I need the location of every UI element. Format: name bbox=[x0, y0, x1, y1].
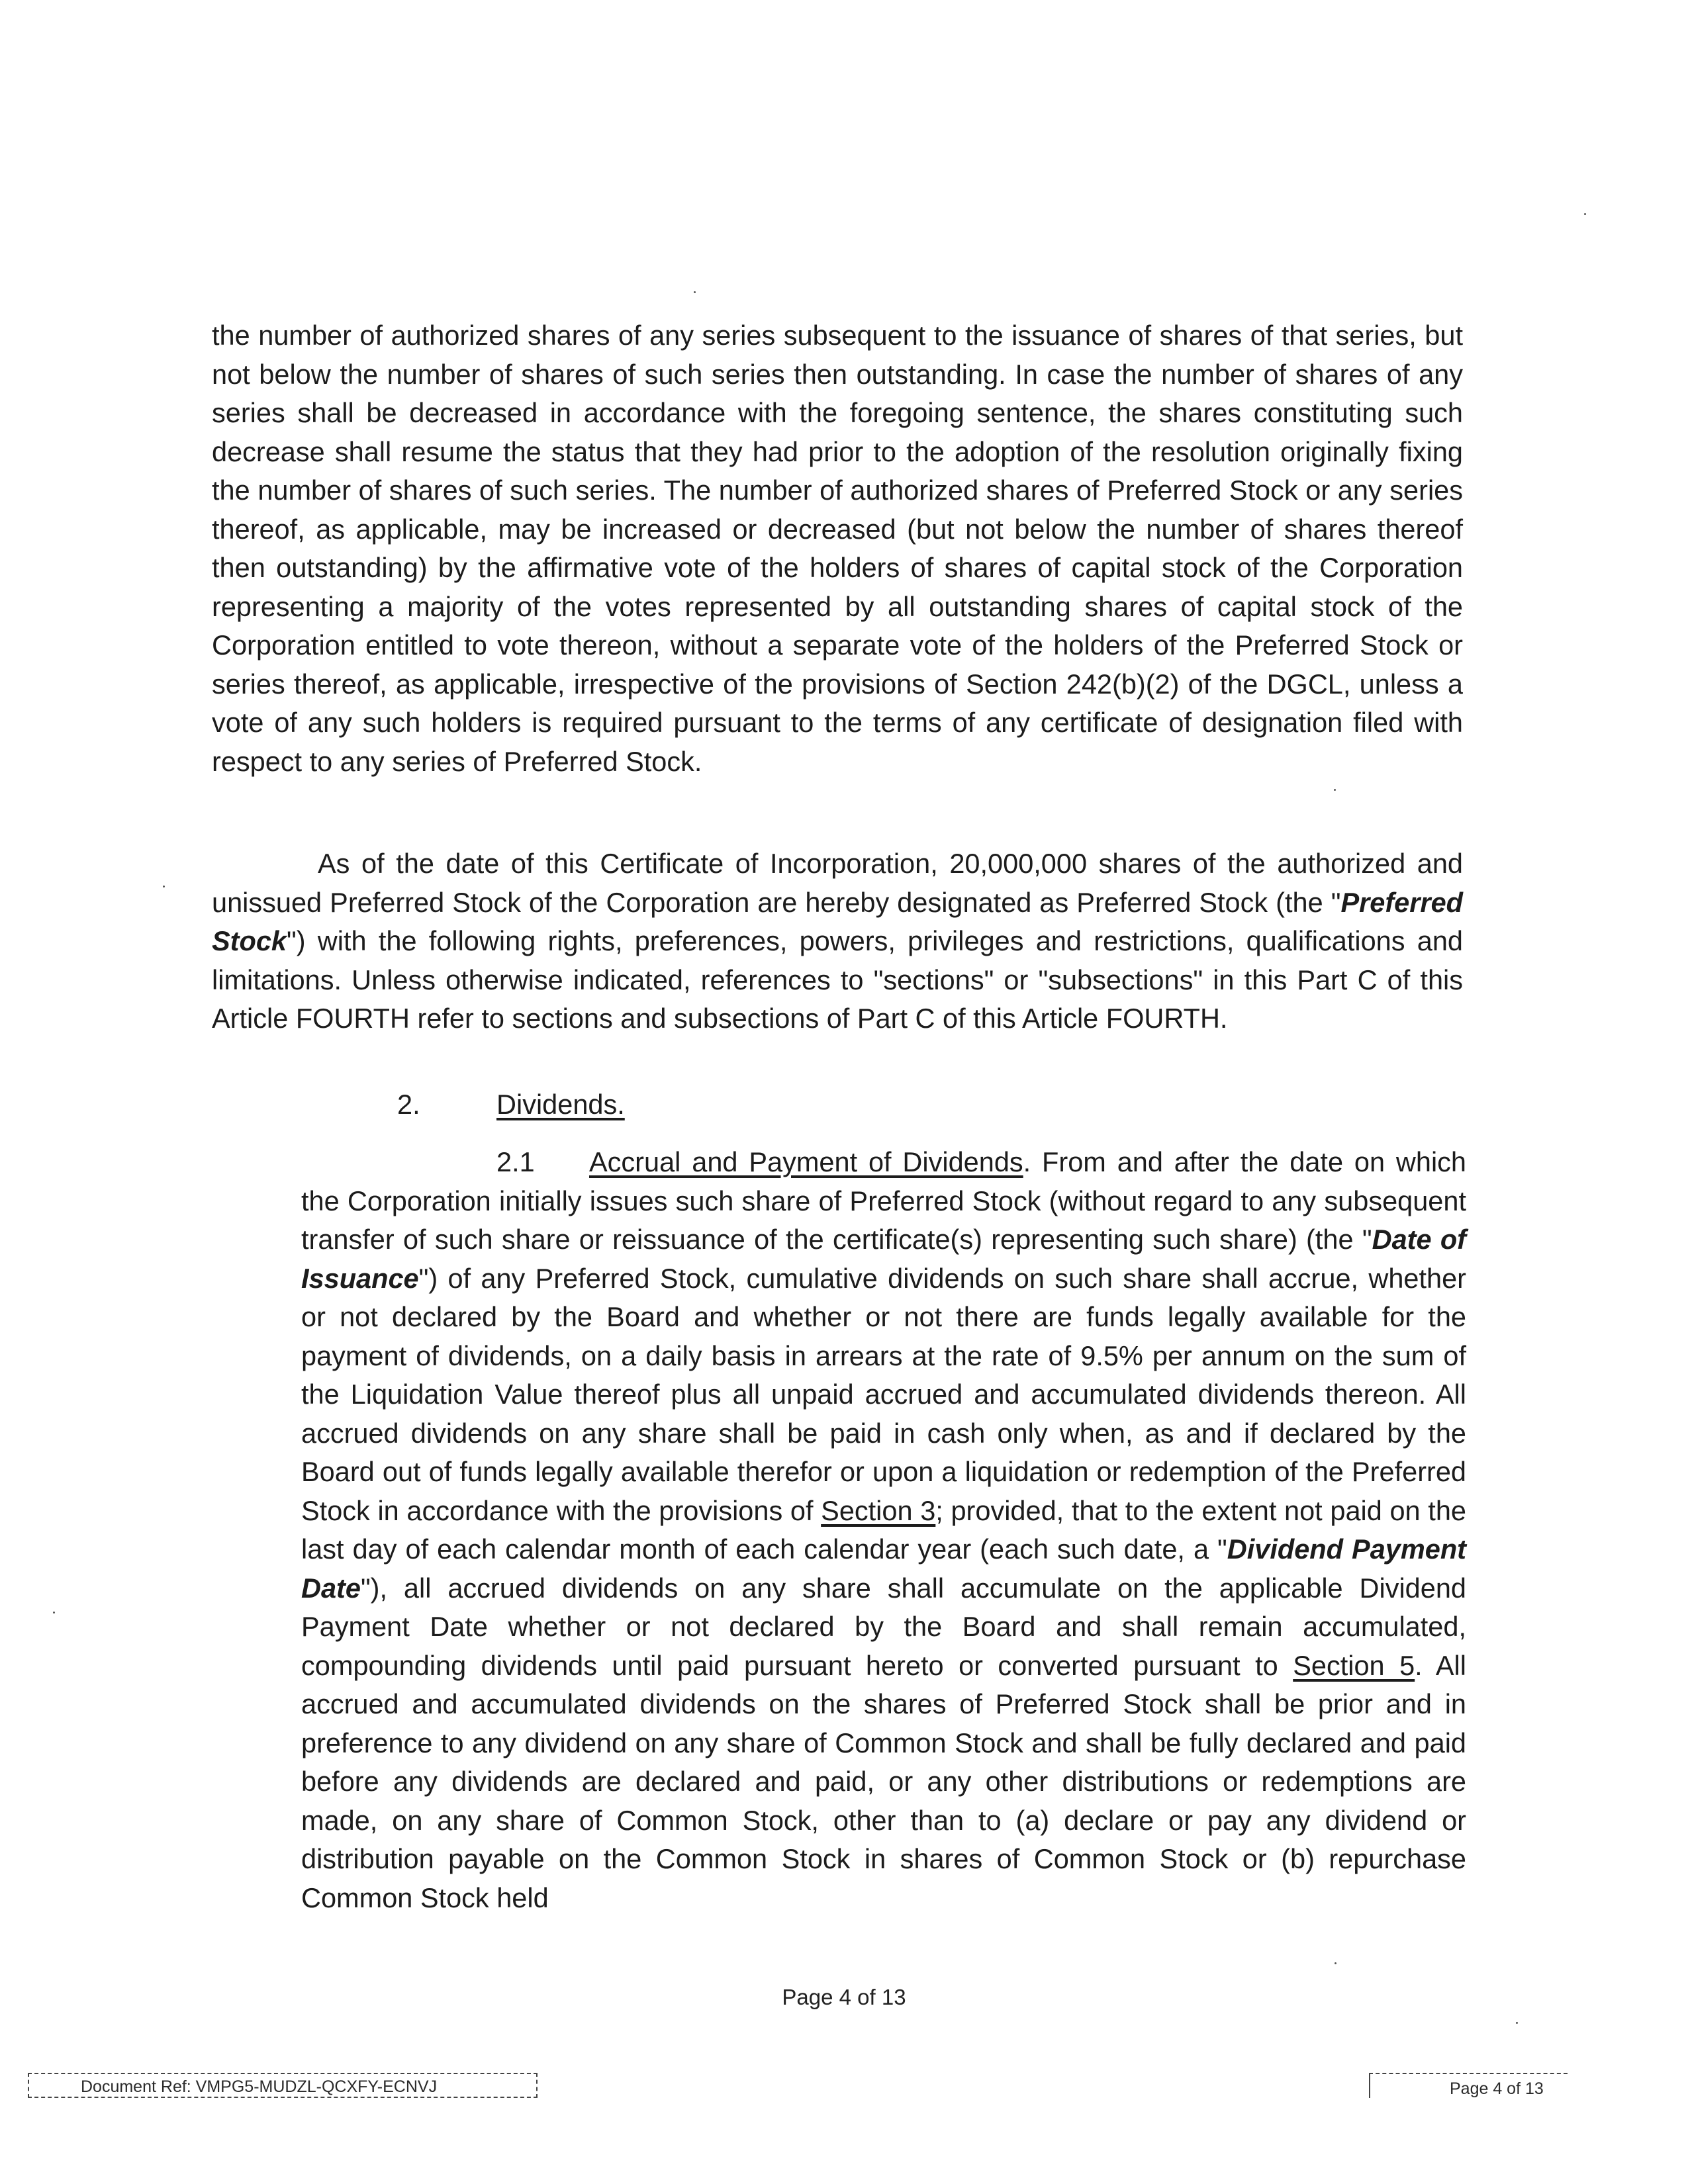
paragraph-1: the number of authorized shares of any series subsequent to the issuance of shares of that series, but not below the number of shares of such series then outstanding. In case the number of shares of any series shall be decreased in accordance with the foregoing sentence, the shares constituting such decrease shall resume the status that they had prior to the adoption of the resolution originally fixing the number of shares of such series. The number of authorized shares of Preferred Stock or any series thereof, as applicable, may be increased or decreased (but not below the number of shares thereof then outstanding) by the affirmative vote of the holders of shares of capital stock of the Corporation representing a majority of the votes represented by all outstanding shares of capital stock of the Corporation entitled to vote thereon, without a separate vote of the holders of the Preferred Stock or series thereof, as applicable, irrespective of the provisions of Section 242(b)(2) of the DGCL, unless a vote of any such holders is required pursuant to the terms of any certificate of designation filed with respect to any series of Preferred Stock. bbox=[212, 320, 1463, 777]
paragraph-2-text-b: ") with the following rights, preferences, powers, privileges and restrictions, qualifications and limitations. Unless otherwise indicated, references to "sections" or "subsections" in this Part C of this Article FOURTH refer to sections and subsections of Part C of this Article FOURTH. bbox=[212, 925, 1463, 1034]
scan-speck bbox=[53, 1612, 55, 1614]
paragraph-2-text-a: As of the date of this Certificate of Incorporation, 20,000,000 shares of the authorized and unissued Preferred Stock of the Corporation are hereby designated as Preferred Stock (the " bbox=[212, 848, 1463, 918]
paragraph-2 bbox=[212, 844, 1463, 1038]
scan-speck bbox=[694, 291, 696, 293]
section-2-1-text-c: ; provided, that to the extent not paid on the last day of each calendar month of each calendar year (each such date, a " bbox=[301, 1494, 1466, 1565]
scan-speck bbox=[1334, 789, 1336, 791]
section-2-1-number: 2.1 bbox=[496, 1146, 535, 1177]
section-2-1-text-e: . All accrued and accumulated dividends on the shares of Preferred Stock shall be prior and in preference to any dividend on any share of Common Stock and shall be fully declared and paid before any dividends are declared and paid, or any other distributions or redemptions are made, on any share of Common Stock, other than to (a) declare or pay any dividend or distribution payable on the Common Stock in shares of Common Stock or (b) repurchase Common Stock held bbox=[301, 1649, 1466, 1913]
section-2-heading bbox=[397, 1085, 625, 1124]
section-2-1-text-d: "), all accrued dividends on any share shall accumulate on the applicable Dividend Payment Date whether or not declared by the Board and shall remain accumulated, compounding dividends until paid pursuant hereto or converted pursuant to bbox=[301, 1572, 1466, 1681]
defined-term-dividend-payment-date: Dividend Payment Date bbox=[301, 1533, 1466, 1604]
section-2-1-text-a: . From and after the date on which the Corporation initially issues such share of Preferred Stock (without regard to any subsequent transfer of such share or reissuance of the certificate(s) representing such share) (the " bbox=[301, 1146, 1466, 1255]
section-2-1-title: Accrual and Payment of Dividends bbox=[589, 1146, 1023, 1177]
scan-speck bbox=[163, 886, 165, 887]
defined-term-preferred-stock: Preferred Stock bbox=[212, 886, 1463, 956]
scan-speck bbox=[1335, 1962, 1336, 1964]
scan-speck bbox=[1584, 213, 1586, 215]
page-stamp: Page 4 of 13 bbox=[1369, 2073, 1568, 2098]
defined-term-date-of-issuance: Date of Issuance bbox=[301, 1224, 1466, 1294]
section-5-reference: Section 5 bbox=[1293, 1649, 1415, 1681]
document-ref-stamp: Document Ref: VMPG5-MUDZL-QCXFY-ECNVJ bbox=[28, 2073, 538, 2098]
page-number: Page 4 of 13 bbox=[782, 1985, 906, 2009]
section-3-reference: Section 3 bbox=[821, 1494, 936, 1526]
section-2-title: Dividends. bbox=[496, 1089, 625, 1120]
scan-speck bbox=[1516, 2022, 1518, 2024]
section-2-1-text-b: ") of any Preferred Stock, cumulative dividends on such share shall accrue, whether or not declared by the Board and whether or not there are funds legally available for the payment of dividends, on a daily basis in arrears at the rate of 9.5% per annum on the sum of the Liquidation Value thereof plus all unpaid accrued and accumulated dividends thereon. All accrued dividends on any share shall be paid in cash only when, as and if declared by the Board out of funds legally available therefor or upon a liquidation or redemption of the Preferred Stock in accordance with the provisions of bbox=[301, 1262, 1466, 1526]
section-2-number: 2. bbox=[397, 1089, 420, 1120]
section-2-1-paragraph bbox=[301, 1143, 1466, 1917]
